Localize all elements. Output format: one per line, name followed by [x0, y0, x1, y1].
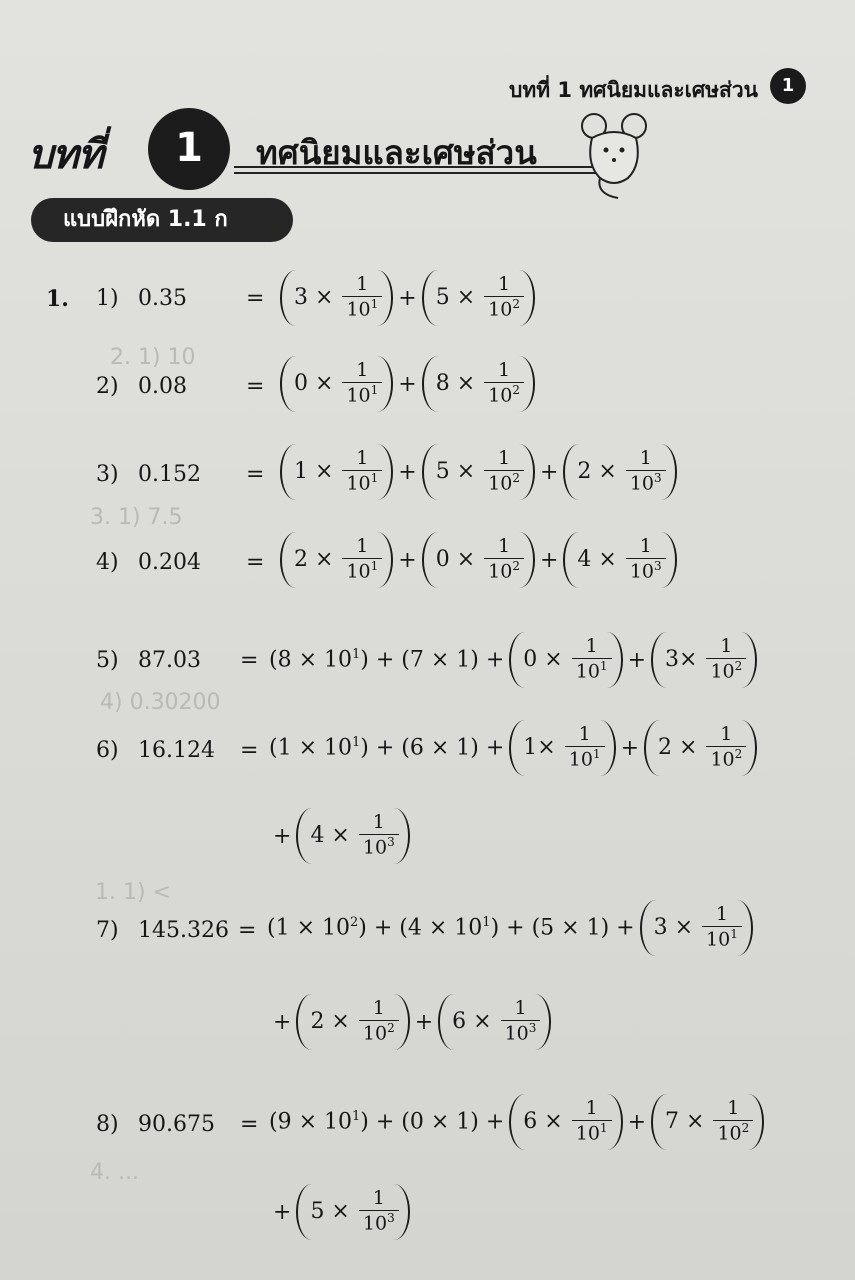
running-header: [390, 68, 810, 104]
title-underline: [234, 172, 604, 174]
exercise-label: แบบฝึกหัด 1.1 ก: [31, 198, 293, 242]
bleed-through-text: 4) 0.30200: [100, 690, 221, 715]
running-header-title: บทที่ 1 ทศนิยมและเศษส่วน: [509, 78, 758, 102]
item-label: 3): [96, 462, 119, 487]
list-item-continuation: [0, 982, 855, 1062]
expansion: $(1 \times 10^2) + (4 \times 10^1) + (5 \times 1)$ + 3 × $\frac{1}{10^1}$: [264, 888, 755, 968]
item-decimal: 87.03: [138, 648, 201, 673]
expansion: 0 × $\frac{1}{10^1}$ + 8 × $\frac{1}{10^2}$: [278, 344, 537, 424]
page-number-badge: 1: [770, 68, 806, 104]
list-item: 7) 145.326 = $(1 \times 10^2) + (4 \times 10^1) + (5 \times 1)$ + 3 × $\frac{1}{10^1}$: [0, 888, 855, 968]
list-item-continuation: [0, 796, 855, 876]
bleed-through-text: 1. 1) <: [95, 880, 171, 905]
item-label: 4): [96, 550, 119, 575]
expansion: + 2 × $\frac{1}{10^2}$ + 6 × $\frac{1}{10^3}$: [270, 982, 553, 1062]
expansion: 1 × $\frac{1}{10^1}$ + 5 × $\frac{1}{10^2}$ + 2 × $\frac{1}{10^3}$: [278, 432, 679, 512]
chapter-heading: [28, 108, 648, 198]
item-decimal: 0.35: [138, 286, 187, 311]
item-decimal: 0.08: [138, 374, 187, 399]
expansion: $(8 \times 10^1) + (7 \times 1)$ + 0 × $\frac{1}{10^1}$ + 3× $\frac{1}{10^2}$: [266, 620, 759, 700]
item-label: 8): [96, 1112, 119, 1137]
item-label: 1): [96, 286, 119, 311]
expansion: $(9 \times 10^1) + (0 \times 1)$ + 6 × $\frac{1}{10^1}$ + 7 × $\frac{1}{10^2}$: [266, 1082, 766, 1162]
expansion: $(1 \times 10^1) + (6 \times 1)$ + 1× $\frac{1}{10^1}$ + 2 × $\frac{1}{10^2}$: [266, 708, 759, 788]
bleed-through-text: 3. 1) 7.5: [90, 505, 183, 530]
expansion: 2 × $\frac{1}{10^1}$ + 0 × $\frac{1}{10^2}$ + 4 × $\frac{1}{10^3}$: [278, 520, 679, 600]
title-underline: [234, 166, 604, 168]
question-number: 1.: [46, 286, 69, 312]
mouse-illustration-icon: [578, 108, 650, 204]
item-decimal: 0.204: [138, 550, 201, 575]
expansion: + 5 × $\frac{1}{10^3}$: [270, 1172, 412, 1252]
list-item: 4) 0.204 = 2 × $\frac{1}{10^1}$ + 0 × $\frac{1}{10^2}$ + 4 × $\frac{1}{10^3}$: [0, 520, 855, 600]
item-label: 5): [96, 648, 119, 673]
expansion: + 4 × $\frac{1}{10^3}$: [270, 796, 412, 876]
item-decimal: 16.124: [138, 738, 215, 763]
item-label: 2): [96, 374, 119, 399]
list-item-continuation: [0, 1172, 855, 1252]
list-item: 6) 16.124 = $(1 \times 10^1) + (6 \times 1)$ + 1× $\frac{1}{10^1}$ + 2 × $\frac{1}{10^2}$: [0, 708, 855, 788]
list-item: 5) 87.03 = $(8 \times 10^1) + (7 \times 1)$ + 0 × $\frac{1}{10^1}$ + 3× $\frac{1}{10^2}$: [0, 620, 855, 700]
item-decimal: 90.675: [138, 1112, 215, 1137]
chapter-word: บทที่: [28, 132, 104, 178]
list-item: 1) 0.35 = 3 × $\frac{1}{10^1}$ + 5 × $\frac{1}{10^2}$: [0, 258, 855, 338]
chapter-title: ทศนิยมและเศษส่วน: [256, 133, 537, 172]
item-decimal: 145.326: [138, 918, 229, 943]
list-item: 2) 0.08 = 0 × $\frac{1}{10^1}$ + 8 × $\frac{1}{10^2}$: [0, 344, 855, 424]
item-decimal: 0.152: [138, 462, 201, 487]
item-label: 7): [96, 918, 119, 943]
item-label: 6): [96, 738, 119, 763]
list-item: 3) 0.152 = 1 × $\frac{1}{10^1}$ + 5 × $\frac{1}{10^2}$ + 2 × $\frac{1}{10^3}$: [0, 432, 855, 512]
chapter-number-badge: 1: [148, 108, 230, 190]
bleed-through-text: 2. 1) 10: [110, 345, 196, 370]
bleed-through-text: 4. ...: [90, 1160, 139, 1185]
list-item: 8) 90.675 = $(9 \times 10^1) + (0 \times 1)$ + 6 × $\frac{1}{10^1}$ + 7 × $\frac{1}{10^2}$: [0, 1082, 855, 1162]
expansion: 3 × $\frac{1}{10^1}$ + 5 × $\frac{1}{10^2}$: [278, 258, 537, 338]
